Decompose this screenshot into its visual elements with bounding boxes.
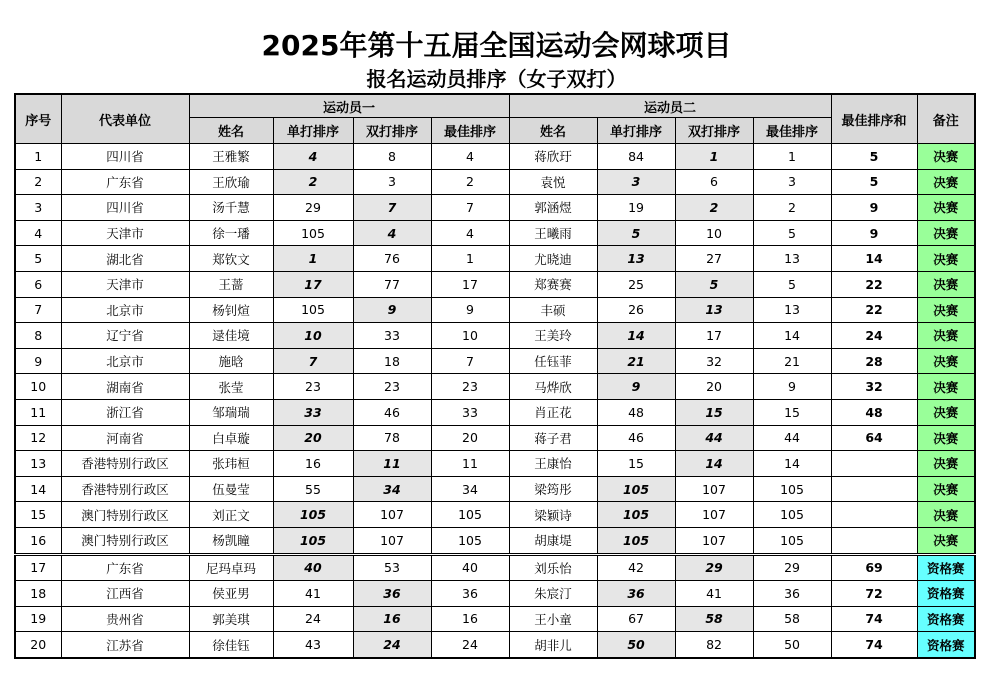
cell-best-sum: 69: [831, 554, 917, 581]
table-row: [15, 323, 975, 349]
cell-athlete2-singles: 46: [597, 425, 675, 451]
header-doubles-1: 双打排序: [353, 118, 431, 144]
cell-unit: 天津市: [61, 220, 189, 246]
cell-athlete2-doubles: 20: [675, 374, 753, 400]
cell-athlete1-singles: 16: [273, 451, 353, 477]
cell-athlete1-best: 2: [431, 169, 509, 195]
cell-athlete1-best: 4: [431, 220, 509, 246]
cell-athlete1-singles: 55: [273, 476, 353, 502]
cell-athlete2-best: 3: [753, 169, 831, 195]
cell-note: 资格赛: [917, 632, 975, 658]
cell-athlete2-best: 50: [753, 632, 831, 658]
cell-unit: 四川省: [61, 144, 189, 170]
cell-seq: 4: [15, 220, 61, 246]
cell-athlete1-best: 17: [431, 271, 509, 297]
cell-unit: 北京市: [61, 297, 189, 323]
cell-athlete1-best: 24: [431, 632, 509, 658]
cell-athlete2-doubles: 32: [675, 348, 753, 374]
cell-athlete2-best: 29: [753, 554, 831, 581]
table-row: [15, 502, 975, 528]
table-body: [15, 144, 975, 658]
cell-best-sum: 5: [831, 169, 917, 195]
cell-unit: 江苏省: [61, 632, 189, 658]
cell-athlete2-doubles: 107: [675, 502, 753, 528]
cell-best-sum: [831, 527, 917, 554]
cell-athlete2-doubles: 10: [675, 220, 753, 246]
cell-note: 决赛: [917, 271, 975, 297]
page-subtitle: 报名运动员排序（女子双打）: [366, 67, 627, 91]
cell-athlete2-doubles: 17: [675, 323, 753, 349]
cell-athlete2-singles: 3: [597, 169, 675, 195]
table-row: [15, 246, 975, 272]
cell-unit: 天津市: [61, 271, 189, 297]
table-row: [15, 581, 975, 607]
cell-unit: 四川省: [61, 195, 189, 221]
cell-athlete1-doubles: 23: [353, 374, 431, 400]
table-row: [15, 297, 975, 323]
header-singles-2: 单打排序: [597, 118, 675, 144]
cell-athlete2-singles: 13: [597, 246, 675, 272]
cell-athlete1-singles: 43: [273, 632, 353, 658]
cell-athlete2-singles: 50: [597, 632, 675, 658]
cell-note: 决赛: [917, 476, 975, 502]
cell-athlete1-name: 王蔷: [189, 271, 273, 297]
cell-note: 决赛: [917, 195, 975, 221]
cell-athlete2-best: 14: [753, 323, 831, 349]
cell-athlete2-best: 58: [753, 606, 831, 632]
cell-best-sum: 9: [831, 220, 917, 246]
cell-athlete1-name: 汤千慧: [189, 195, 273, 221]
cell-athlete2-singles: 105: [597, 527, 675, 554]
cell-seq: 3: [15, 195, 61, 221]
cell-unit: 贵州省: [61, 606, 189, 632]
cell-seq: 2: [15, 169, 61, 195]
cell-athlete1-doubles: 8: [353, 144, 431, 170]
cell-unit: 北京市: [61, 348, 189, 374]
cell-athlete1-name: 王雅繁: [189, 144, 273, 170]
cell-athlete2-name: 郭涵煜: [509, 195, 597, 221]
cell-athlete2-best: 105: [753, 476, 831, 502]
cell-athlete1-best: 23: [431, 374, 509, 400]
cell-athlete2-singles: 15: [597, 451, 675, 477]
cell-note: 决赛: [917, 451, 975, 477]
cell-athlete2-singles: 36: [597, 581, 675, 607]
cell-athlete2-singles: 19: [597, 195, 675, 221]
cell-athlete1-singles: 23: [273, 374, 353, 400]
cell-athlete2-doubles: 13: [675, 297, 753, 323]
cell-athlete1-name: 王欣瑜: [189, 169, 273, 195]
cell-athlete1-best: 7: [431, 348, 509, 374]
table-row: [15, 632, 975, 658]
cell-athlete2-doubles: 58: [675, 606, 753, 632]
cell-athlete2-singles: 84: [597, 144, 675, 170]
cell-athlete1-doubles: 4: [353, 220, 431, 246]
cell-athlete2-best: 36: [753, 581, 831, 607]
cell-seq: 13: [15, 451, 61, 477]
cell-note: 决赛: [917, 297, 975, 323]
header-name-2: 姓名: [509, 118, 597, 144]
cell-athlete1-singles: 105: [273, 527, 353, 554]
cell-unit: 湖南省: [61, 374, 189, 400]
cell-best-sum: 28: [831, 348, 917, 374]
cell-athlete1-name: 张玮桓: [189, 451, 273, 477]
cell-best-sum: [831, 502, 917, 528]
cell-best-sum: [831, 476, 917, 502]
header-best-sum: 最佳排序和: [831, 94, 917, 144]
header-athlete1: 运动员一: [189, 94, 509, 118]
cell-athlete2-singles: 25: [597, 271, 675, 297]
cell-athlete1-name: 伍曼莹: [189, 476, 273, 502]
cell-athlete2-doubles: 27: [675, 246, 753, 272]
cell-unit: 广东省: [61, 554, 189, 581]
cell-athlete2-name: 郑赛赛: [509, 271, 597, 297]
cell-athlete1-doubles: 78: [353, 425, 431, 451]
table-row: [15, 144, 975, 170]
cell-best-sum: 9: [831, 195, 917, 221]
cell-unit: 浙江省: [61, 399, 189, 425]
cell-athlete2-doubles: 107: [675, 476, 753, 502]
cell-athlete2-singles: 21: [597, 348, 675, 374]
table-row: [15, 220, 975, 246]
cell-note: 决赛: [917, 220, 975, 246]
cell-athlete1-doubles: 34: [353, 476, 431, 502]
cell-unit: 湖北省: [61, 246, 189, 272]
cell-athlete1-doubles: 36: [353, 581, 431, 607]
cell-athlete1-doubles: 9: [353, 297, 431, 323]
cell-athlete2-name: 马烨欣: [509, 374, 597, 400]
cell-unit: 澳门特别行政区: [61, 502, 189, 528]
header-best-1: 最佳排序: [431, 118, 509, 144]
table-row: [15, 169, 975, 195]
cell-athlete1-singles: 105: [273, 297, 353, 323]
cell-seq: 7: [15, 297, 61, 323]
cell-athlete1-singles: 41: [273, 581, 353, 607]
cell-athlete1-best: 20: [431, 425, 509, 451]
cell-athlete2-singles: 105: [597, 502, 675, 528]
table-row: [15, 348, 975, 374]
cell-athlete2-singles: 26: [597, 297, 675, 323]
cell-athlete1-best: 1: [431, 246, 509, 272]
cell-athlete1-doubles: 18: [353, 348, 431, 374]
cell-best-sum: 14: [831, 246, 917, 272]
cell-best-sum: 72: [831, 581, 917, 607]
cell-athlete1-name: 侯亚男: [189, 581, 273, 607]
cell-note: 决赛: [917, 348, 975, 374]
cell-athlete2-doubles: 5: [675, 271, 753, 297]
cell-athlete2-doubles: 41: [675, 581, 753, 607]
table-row: [15, 606, 975, 632]
cell-athlete2-name: 胡康堤: [509, 527, 597, 554]
cell-athlete1-doubles: 11: [353, 451, 431, 477]
cell-athlete2-name: 朱宸汀: [509, 581, 597, 607]
cell-athlete1-best: 36: [431, 581, 509, 607]
cell-best-sum: 74: [831, 632, 917, 658]
cell-athlete1-best: 9: [431, 297, 509, 323]
cell-athlete1-best: 33: [431, 399, 509, 425]
cell-seq: 16: [15, 527, 61, 554]
cell-athlete2-name: 王美玲: [509, 323, 597, 349]
cell-best-sum: 64: [831, 425, 917, 451]
cell-athlete2-doubles: 14: [675, 451, 753, 477]
cell-athlete2-best: 15: [753, 399, 831, 425]
header-doubles-2: 双打排序: [675, 118, 753, 144]
cell-unit: 香港特别行政区: [61, 476, 189, 502]
cell-athlete2-doubles: 1: [675, 144, 753, 170]
cell-athlete2-singles: 67: [597, 606, 675, 632]
cell-athlete2-singles: 105: [597, 476, 675, 502]
cell-athlete2-best: 21: [753, 348, 831, 374]
cell-athlete2-singles: 14: [597, 323, 675, 349]
cell-athlete2-best: 14: [753, 451, 831, 477]
table-row: [15, 554, 975, 581]
cell-seq: 9: [15, 348, 61, 374]
cell-athlete1-doubles: 7: [353, 195, 431, 221]
cell-athlete1-name: 郑钦文: [189, 246, 273, 272]
cell-note: 决赛: [917, 502, 975, 528]
cell-athlete2-best: 5: [753, 220, 831, 246]
cell-seq: 17: [15, 554, 61, 581]
cell-best-sum: [831, 451, 917, 477]
cell-athlete1-singles: 7: [273, 348, 353, 374]
header-singles-1: 单打排序: [273, 118, 353, 144]
cell-unit: 江西省: [61, 581, 189, 607]
cell-athlete1-singles: 4: [273, 144, 353, 170]
cell-athlete2-best: 5: [753, 271, 831, 297]
cell-athlete1-doubles: 76: [353, 246, 431, 272]
cell-athlete2-name: 王小童: [509, 606, 597, 632]
cell-athlete1-best: 11: [431, 451, 509, 477]
cell-best-sum: 32: [831, 374, 917, 400]
cell-athlete1-name: 刘正文: [189, 502, 273, 528]
cell-athlete2-name: 蒋欣玗: [509, 144, 597, 170]
table-row: [15, 527, 975, 554]
header-athlete2: 运动员二: [509, 94, 831, 118]
cell-seq: 6: [15, 271, 61, 297]
table-row: [15, 425, 975, 451]
cell-seq: 20: [15, 632, 61, 658]
cell-athlete1-singles: 1: [273, 246, 353, 272]
cell-athlete2-name: 王康怡: [509, 451, 597, 477]
cell-athlete2-name: 肖正花: [509, 399, 597, 425]
cell-note: 资格赛: [917, 606, 975, 632]
cell-athlete2-name: 胡非儿: [509, 632, 597, 658]
cell-seq: 10: [15, 374, 61, 400]
cell-athlete1-singles: 105: [273, 502, 353, 528]
cell-seq: 19: [15, 606, 61, 632]
cell-athlete1-best: 7: [431, 195, 509, 221]
cell-athlete1-singles: 29: [273, 195, 353, 221]
cell-best-sum: 24: [831, 323, 917, 349]
cell-athlete1-best: 105: [431, 502, 509, 528]
cell-athlete2-name: 丰硕: [509, 297, 597, 323]
table-row: [15, 451, 975, 477]
cell-best-sum: 48: [831, 399, 917, 425]
cell-athlete1-best: 34: [431, 476, 509, 502]
cell-athlete2-name: 王曦雨: [509, 220, 597, 246]
cell-athlete2-best: 13: [753, 297, 831, 323]
cell-note: 决赛: [917, 527, 975, 554]
cell-athlete2-best: 105: [753, 527, 831, 554]
page-title: 2025年第十五届全国运动会网球项目: [261, 29, 732, 62]
cell-athlete2-doubles: 15: [675, 399, 753, 425]
cell-athlete1-name: 徐一璠: [189, 220, 273, 246]
cell-unit: 澳门特别行政区: [61, 527, 189, 554]
cell-seq: 15: [15, 502, 61, 528]
cell-unit: 河南省: [61, 425, 189, 451]
cell-athlete2-best: 13: [753, 246, 831, 272]
cell-athlete2-name: 任钰菲: [509, 348, 597, 374]
cell-athlete1-name: 逯佳境: [189, 323, 273, 349]
cell-athlete2-name: 袁悦: [509, 169, 597, 195]
cell-unit: 广东省: [61, 169, 189, 195]
cell-athlete1-singles: 105: [273, 220, 353, 246]
cell-athlete1-name: 白卓璇: [189, 425, 273, 451]
cell-note: 资格赛: [917, 581, 975, 607]
entries-table: [14, 93, 976, 659]
cell-athlete2-singles: 5: [597, 220, 675, 246]
cell-athlete1-name: 施晗: [189, 348, 273, 374]
cell-athlete2-singles: 42: [597, 554, 675, 581]
cell-seq: 8: [15, 323, 61, 349]
cell-seq: 5: [15, 246, 61, 272]
cell-athlete1-singles: 20: [273, 425, 353, 451]
cell-athlete1-name: 杨凯瞳: [189, 527, 273, 554]
cell-athlete2-doubles: 29: [675, 554, 753, 581]
cell-note: 决赛: [917, 323, 975, 349]
cell-note: 决赛: [917, 246, 975, 272]
cell-athlete2-doubles: 107: [675, 527, 753, 554]
cell-seq: 11: [15, 399, 61, 425]
cell-athlete1-doubles: 77: [353, 271, 431, 297]
cell-seq: 14: [15, 476, 61, 502]
cell-best-sum: 74: [831, 606, 917, 632]
table-row: [15, 476, 975, 502]
table-row: [15, 271, 975, 297]
cell-athlete1-doubles: 46: [353, 399, 431, 425]
cell-athlete2-doubles: 44: [675, 425, 753, 451]
cell-athlete1-singles: 40: [273, 554, 353, 581]
cell-athlete1-singles: 33: [273, 399, 353, 425]
cell-athlete1-doubles: 16: [353, 606, 431, 632]
cell-athlete1-best: 40: [431, 554, 509, 581]
cell-best-sum: 5: [831, 144, 917, 170]
cell-note: 决赛: [917, 399, 975, 425]
cell-note: 资格赛: [917, 554, 975, 581]
header-name-1: 姓名: [189, 118, 273, 144]
cell-athlete2-doubles: 82: [675, 632, 753, 658]
cell-best-sum: 22: [831, 271, 917, 297]
header-seq: 序号: [15, 94, 61, 144]
cell-athlete1-name: 郭美琪: [189, 606, 273, 632]
cell-athlete1-doubles: 107: [353, 502, 431, 528]
header-unit: 代表单位: [61, 94, 189, 144]
cell-note: 决赛: [917, 374, 975, 400]
cell-athlete1-doubles: 107: [353, 527, 431, 554]
cell-athlete1-name: 张莹: [189, 374, 273, 400]
cell-seq: 18: [15, 581, 61, 607]
cell-athlete2-singles: 48: [597, 399, 675, 425]
cell-athlete1-best: 105: [431, 527, 509, 554]
cell-unit: 辽宁省: [61, 323, 189, 349]
cell-athlete2-best: 9: [753, 374, 831, 400]
cell-athlete2-name: 梁筠彤: [509, 476, 597, 502]
cell-athlete1-name: 杨钊煊: [189, 297, 273, 323]
table-row: [15, 374, 975, 400]
cell-athlete2-singles: 9: [597, 374, 675, 400]
cell-athlete2-doubles: 6: [675, 169, 753, 195]
cell-best-sum: 22: [831, 297, 917, 323]
table-row: [15, 195, 975, 221]
cell-athlete1-doubles: 3: [353, 169, 431, 195]
cell-athlete1-doubles: 53: [353, 554, 431, 581]
header-best-2: 最佳排序: [753, 118, 831, 144]
cell-athlete2-name: 尤晓迪: [509, 246, 597, 272]
cell-seq: 1: [15, 144, 61, 170]
cell-athlete1-doubles: 24: [353, 632, 431, 658]
cell-note: 决赛: [917, 169, 975, 195]
cell-athlete1-name: 尼玛卓玛: [189, 554, 273, 581]
cell-athlete1-doubles: 33: [353, 323, 431, 349]
cell-seq: 12: [15, 425, 61, 451]
cell-athlete1-best: 16: [431, 606, 509, 632]
cell-athlete2-best: 1: [753, 144, 831, 170]
cell-athlete2-best: 2: [753, 195, 831, 221]
header-note: 备注: [917, 94, 975, 144]
cell-athlete1-singles: 10: [273, 323, 353, 349]
cell-note: 决赛: [917, 144, 975, 170]
cell-athlete2-best: 44: [753, 425, 831, 451]
cell-athlete2-name: 梁颖诗: [509, 502, 597, 528]
cell-athlete2-doubles: 2: [675, 195, 753, 221]
cell-athlete1-singles: 2: [273, 169, 353, 195]
cell-athlete2-best: 105: [753, 502, 831, 528]
cell-unit: 香港特别行政区: [61, 451, 189, 477]
cell-athlete1-best: 4: [431, 144, 509, 170]
cell-note: 决赛: [917, 425, 975, 451]
cell-athlete2-name: 刘乐怡: [509, 554, 597, 581]
cell-athlete1-singles: 17: [273, 271, 353, 297]
cell-athlete1-best: 10: [431, 323, 509, 349]
cell-athlete1-name: 徐佳钰: [189, 632, 273, 658]
table-row: [15, 399, 975, 425]
cell-athlete1-name: 邹瑞瑞: [189, 399, 273, 425]
cell-athlete2-name: 蒋子君: [509, 425, 597, 451]
cell-athlete1-singles: 24: [273, 606, 353, 632]
